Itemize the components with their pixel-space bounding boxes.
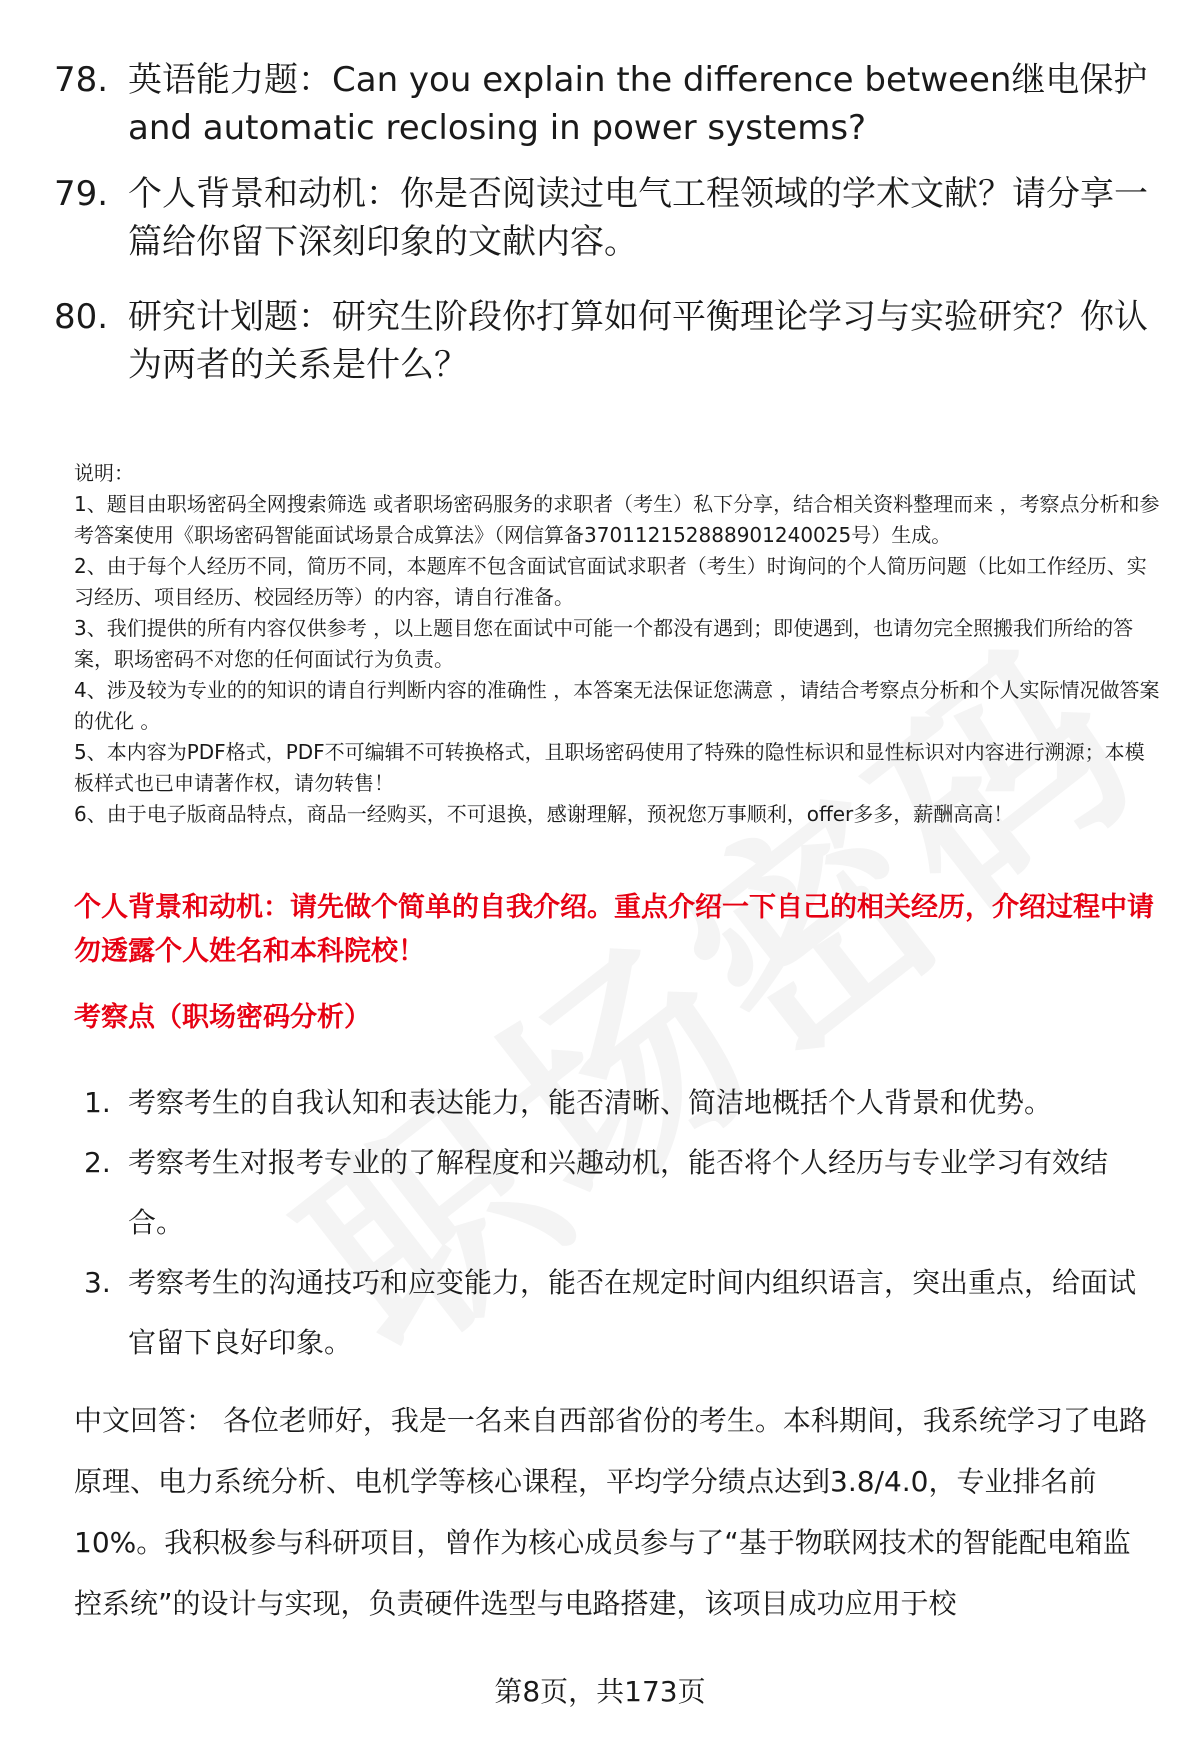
question-number: 78.	[54, 60, 109, 100]
list-item-text: 考察考生的自我认知和表达能力，能否清晰、简洁地概括个人背景和优势。	[128, 1086, 1053, 1119]
answer-paragraph	[74, 1390, 1158, 1634]
list-item-number: 1.	[84, 1086, 111, 1119]
question-number: 79.	[54, 174, 109, 214]
list-item-text: 考察考生对报考专业的了解程度和兴趣动机，能否将个人经历与专业学习有效结合。	[128, 1146, 1109, 1239]
page-footer: 第8页，共173页	[494, 1675, 706, 1708]
note-item: 5、本内容为PDF格式，PDF不可编辑不可转换格式，且职场密码使用了特殊的隐性标识和显性标识对内容进行溯源；本模板样式也已申请著作权，请勿转售！	[74, 740, 1145, 795]
list-item	[84, 1253, 1154, 1373]
assessment-points-list	[84, 1073, 1154, 1373]
note-item: 1、题目由职场密码全网搜索筛选 或者职场密码服务的求职者（考生）私下分享，结合相关资料整理而来 ，考察点分析和参考答案使用《职场密码智能面试场景合成算法》（网信算备370112152888901240025号）生成。	[74, 492, 1160, 547]
answer-text: 各位老师好，我是一名来自西部省份的考生。本科期间，我系统学习了电路原理、电力系统分析、电机学等核心课程，平均学分绩点达到3.8/4.0，专业排名前10%。我积极参与科研项目，曾作为核心成员参与了“基于物联网技术的智能配电箱监控系统”的设计与实现，负责硬件选型与电路搭建，该项目成功应用于校	[74, 1404, 1147, 1620]
question-number: 80.	[54, 297, 109, 337]
note-item: 2、由于每个人经历不同，简历不同，本题库不包含面试官面试求职者（考生）时询问的个人简历问题（比如工作经历、实习经历、项目经历、校园经历等）的内容，请自行准备。	[74, 554, 1147, 609]
note-item: 3、我们提供的所有内容仅供参考 ，以上题目您在面试中可能一个都没有遇到；即使遇到，也请勿完全照搬我们所给的答案，职场密码不对您的任何面试行为负责。	[74, 616, 1134, 671]
note-item: 4、涉及较为专业的的知识的请自行判断内容的准确性 ，本答案无法保证您满意 ，请结合考察点分析和个人实际情况做答案的优化 。	[74, 678, 1160, 733]
list-item-number: 3.	[84, 1266, 111, 1299]
list-item-number: 2.	[84, 1146, 111, 1179]
disclaimer-notes	[74, 458, 1164, 830]
question-text: 研究计划题：研究生阶段你打算如何平衡理论学习与实验研究？你认为两者的关系是什么？	[128, 297, 1148, 385]
section-question: 个人背景和动机：请先做个简单的自我介绍。重点介绍一下自己的相关经历，介绍过程中请勿透露个人姓名和本科院校！	[74, 892, 1154, 967]
question-79	[54, 170, 1164, 266]
list-item-text: 考察考生的沟通技巧和应变能力，能否在规定时间内组织语言，突出重点，给面试官留下良好印象。	[128, 1266, 1137, 1359]
notes-title: 说明：	[74, 461, 134, 485]
list-item	[84, 1073, 1154, 1133]
assessment-heading: 考察点（职场密码分析）	[74, 1002, 371, 1033]
question-text: 英语能力题：Can you explain the difference between继电保护 and automatic reclosing in power systems?	[128, 60, 1148, 148]
list-item	[84, 1133, 1154, 1253]
answer-label: 中文回答：	[74, 1404, 215, 1437]
question-80	[54, 293, 1164, 389]
question-78	[54, 56, 1164, 152]
question-text: 个人背景和动机：你是否阅读过电气工程领域的学术文献？请分享一篇给你留下深刻印象的文献内容。	[128, 174, 1148, 262]
note-item: 6、由于电子版商品特点，商品一经购买，不可退换，感谢理解，预祝您万事顺利，offer多多，薪酬高高！	[74, 802, 1014, 826]
